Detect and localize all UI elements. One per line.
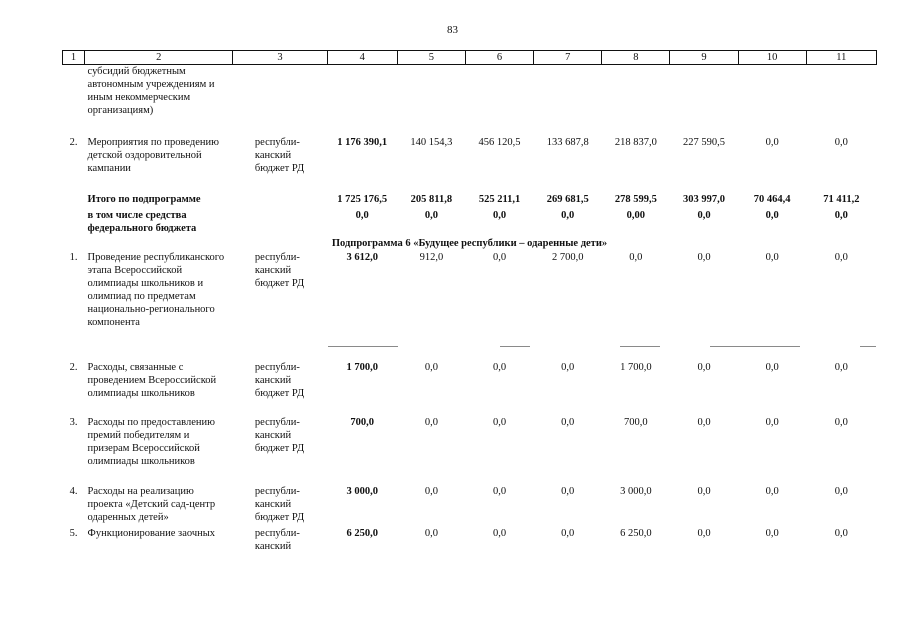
row-name: в том числе средства федерального бюджета	[87, 209, 197, 234]
row-value	[602, 65, 670, 136]
header-cell: 8	[602, 51, 670, 65]
row-value: 0,0	[561, 527, 575, 539]
row-number	[63, 65, 85, 136]
row-source: республи-канский	[254, 527, 300, 552]
row-value: 1 700,0	[620, 361, 652, 373]
row-name: Расходы, связанные с проведением Всероссийской олимпиады школьников	[87, 361, 217, 399]
row-value: 0,0	[424, 209, 438, 221]
row-value	[327, 65, 397, 136]
row-value: 912,0	[419, 251, 444, 263]
scan-artifact	[328, 346, 398, 347]
row-value: 6 250,0	[346, 527, 378, 539]
row-value: 0,0	[765, 485, 779, 497]
row-value: 0,0	[492, 251, 507, 263]
row-value: 0,0	[492, 485, 507, 497]
row-value: 0,0	[765, 416, 779, 428]
row-value: 0,00	[626, 209, 646, 221]
row-value: 3 612,0	[346, 251, 378, 263]
row-value: 70 464,4	[753, 193, 791, 205]
row-value: 0,0	[424, 416, 438, 428]
row-value	[670, 65, 738, 136]
section-row	[63, 235, 877, 251]
total-row	[63, 193, 877, 209]
row-value: 525 211,1	[478, 193, 521, 205]
row-value: 0,0	[424, 527, 438, 539]
row-name: Расходы по предоставлению премий победителям и призерам Всероссийской олимпиады школьников	[87, 416, 215, 467]
row-value	[397, 65, 465, 136]
row-number	[63, 193, 85, 209]
row-value: 0,0	[424, 485, 438, 497]
scan-artifact	[710, 346, 800, 347]
row-value: 6 250,0	[620, 527, 652, 539]
row-value: 0,0	[834, 485, 848, 497]
table-row	[63, 251, 877, 361]
row-name: Расходы на реализацию проекта «Детский сад-центр одаренных детей»	[87, 485, 216, 523]
federal-row	[63, 209, 877, 235]
row-value: 0,0	[492, 416, 507, 428]
row-value: 1 700,0	[346, 361, 378, 373]
row-value: 71 411,2	[823, 193, 860, 205]
row-source: республи-канский бюджет РД	[254, 485, 305, 523]
row-value	[465, 65, 533, 136]
header-cell: 9	[670, 51, 738, 65]
row-value: 0,0	[765, 251, 779, 263]
row-value: 0,0	[492, 361, 507, 373]
page-number: 83	[447, 24, 458, 36]
row-value: 0,0	[765, 136, 779, 148]
row-value: 0,0	[834, 361, 848, 373]
header-cell: 5	[397, 51, 465, 65]
row-value: 1 725 176,5	[337, 193, 388, 205]
row-name: Мероприятия по проведению детской оздоровительной кампании	[87, 136, 220, 174]
row-value: 2 700,0	[551, 251, 584, 263]
row-number: 1.	[69, 251, 78, 263]
row-value: 140 154,3	[410, 136, 453, 148]
row-value: 0,0	[629, 251, 643, 263]
header-cell: 3	[233, 51, 327, 65]
row-name: Проведение республиканского этапа Всероссийской олимпиады школьников и олимпиад по предметам национально-регионального компонента	[87, 251, 225, 328]
budget-table	[62, 50, 877, 557]
row-source: республи-канский бюджет РД	[254, 361, 305, 399]
scan-artifact	[860, 346, 876, 347]
row-value: 3 000,0	[620, 485, 652, 497]
table-row	[63, 65, 877, 136]
row-number: 5.	[69, 527, 78, 539]
row-name: субсидий бюджетным автономным учреждениям и иным некоммерческим организациям)	[87, 66, 215, 116]
row-value: 269 681,5	[546, 193, 589, 205]
row-value: 0,0	[834, 209, 848, 221]
table-row	[63, 416, 877, 485]
row-value: 0,0	[355, 209, 369, 221]
row-source: республи-канский бюджет РД	[254, 416, 305, 454]
row-value: 0,0	[561, 209, 575, 221]
row-value: 0,0	[561, 361, 575, 373]
header-cell: 2	[85, 51, 233, 65]
row-value: 0,0	[834, 136, 848, 148]
row-value	[738, 65, 806, 136]
scan-artifact	[500, 346, 530, 347]
header-cell: 11	[806, 51, 876, 65]
table-row	[63, 485, 877, 527]
row-number: 2.	[69, 136, 78, 148]
row-value: 278 599,5	[614, 193, 657, 205]
row-value: 0,0	[561, 416, 575, 428]
header-cell: 10	[738, 51, 806, 65]
row-value: 0,0	[834, 527, 848, 539]
row-value: 0,0	[697, 527, 711, 539]
row-source: республи-канский бюджет РД	[254, 136, 305, 174]
row-value: 205 811,8	[410, 193, 453, 205]
row-value: 0,0	[697, 209, 711, 221]
row-value: 456 120,5	[478, 136, 521, 148]
row-value: 303 997,0	[683, 193, 725, 205]
row-value: 0,0	[697, 485, 711, 497]
row-name: Функционирование заочных	[87, 527, 216, 539]
header-row	[63, 51, 877, 65]
row-value: 1 176 390,1	[337, 136, 388, 148]
row-source: республи-канский бюджет РД	[254, 251, 305, 289]
header-cell: 6	[465, 51, 533, 65]
row-value: 0,0	[697, 416, 711, 428]
row-source	[233, 65, 327, 136]
row-value: 3 000,0	[346, 485, 378, 497]
row-value: 218 837,0	[614, 136, 657, 148]
row-number: 4.	[69, 485, 78, 497]
row-value: 0,0	[765, 527, 779, 539]
header-cell: 7	[534, 51, 602, 65]
row-name: Итого по подпрограмме	[87, 193, 201, 205]
row-number	[63, 209, 85, 235]
row-value: 0,0	[492, 209, 507, 221]
row-number: 3.	[69, 416, 78, 428]
row-value: 0,0	[424, 361, 438, 373]
section-title: Подпрограмма 6 «Будущее республики – одаренные дети»	[331, 237, 608, 249]
row-source	[233, 193, 327, 209]
row-value: 0,0	[834, 251, 848, 263]
scan-artifact	[620, 346, 660, 347]
header-cell: 4	[327, 51, 397, 65]
row-value: 0,0	[697, 251, 711, 263]
row-value: 227 590,5	[683, 136, 725, 148]
row-source	[233, 209, 327, 235]
row-value	[534, 65, 602, 136]
row-value: 0,0	[561, 485, 575, 497]
row-value: 0,0	[697, 361, 711, 373]
header-cell: 1	[63, 51, 85, 65]
row-number: 2.	[69, 361, 78, 373]
row-value	[806, 65, 876, 136]
row-value: 700,0	[624, 416, 648, 428]
table-row	[63, 527, 877, 557]
row-value: 133 687,8	[546, 136, 589, 148]
table-row	[63, 136, 877, 193]
row-value: 0,0	[765, 361, 779, 373]
row-value: 0,0	[834, 416, 848, 428]
row-value: 700,0	[350, 416, 375, 428]
row-value: 0,0	[492, 527, 507, 539]
row-value: 0,0	[765, 209, 779, 221]
table-row	[63, 361, 877, 416]
